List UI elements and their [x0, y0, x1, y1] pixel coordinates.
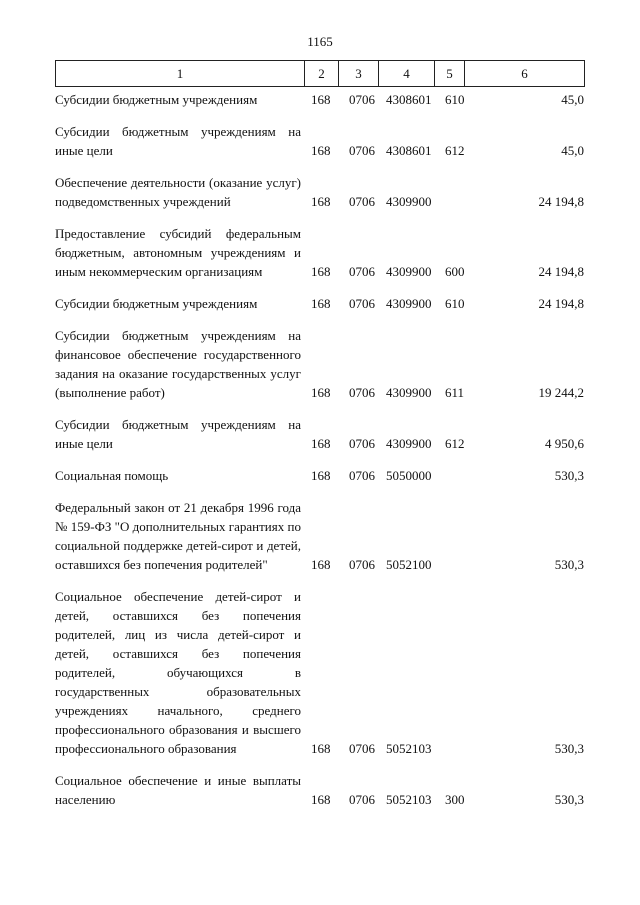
row-col3: 0706: [349, 385, 375, 400]
row-col3: 0706: [349, 468, 375, 483]
table-row: [55, 587, 585, 758]
table-row: [55, 415, 585, 453]
row-name: Федеральный закон от 21 декабря 1996 года № 159-ФЗ "О дополнительных гарантиях по социальной поддержке детей-сирот и детей, оставшихся без попечения родителей": [55, 500, 301, 572]
row-col2: 168: [311, 92, 331, 107]
header-col-3: 3: [338, 61, 378, 86]
row-col5: 612: [445, 143, 465, 158]
row-col4: 4309900: [386, 264, 432, 279]
row-col3: 0706: [349, 741, 375, 756]
row-col4: 4309900: [386, 194, 432, 209]
table-row: [55, 326, 585, 402]
table-body: [55, 90, 585, 822]
header-col-4: 4: [378, 61, 434, 86]
row-col2: 168: [311, 436, 331, 451]
row-col4: 5052100: [386, 557, 432, 572]
row-col2: 168: [311, 296, 331, 311]
row-col4: 5052103: [386, 741, 432, 756]
row-col3: 0706: [349, 92, 375, 107]
row-col6: 530,3: [554, 792, 584, 807]
row-col5: 610: [445, 92, 465, 107]
table-row: [55, 224, 585, 281]
page-number: 1165: [307, 34, 333, 49]
table-row: [55, 771, 585, 809]
row-name: Субсидии бюджетным учреждениям: [55, 296, 258, 311]
row-name: Субсидии бюджетным учреждениям: [55, 92, 258, 107]
row-col2: 168: [311, 741, 331, 756]
header-col-5: 5: [434, 61, 464, 86]
row-col3: 0706: [349, 792, 375, 807]
row-col4: 5052103: [386, 792, 432, 807]
table-row: [55, 173, 585, 211]
row-col6: 45,0: [561, 143, 584, 158]
row-col2: 168: [311, 143, 331, 158]
row-col6: 24 194,8: [538, 194, 584, 209]
row-col6: 530,3: [554, 557, 584, 572]
row-col6: 530,3: [554, 741, 584, 756]
row-col2: 168: [311, 385, 331, 400]
row-col2: 168: [311, 194, 331, 209]
row-name: Социальное обеспечение и иные выплаты населению: [55, 773, 301, 807]
row-col4: 4309900: [386, 436, 432, 451]
row-name: Субсидии бюджетным учреждениям на иные цели: [55, 417, 301, 451]
table-row: [55, 498, 585, 574]
row-col6: 45,0: [561, 92, 584, 107]
row-name: Социальное обеспечение детей-сирот и детей, оставшихся без попечения родителей, лиц из числа детей-сирот и детей, оставшихся без попечения родителей, обучающихся в государственных образовательных учреждениях начального, среднего профессионального образования и высшего профессионального образования: [55, 589, 301, 756]
row-name: Обеспечение деятельности (оказание услуг) подведомственных учреждений: [55, 175, 301, 209]
row-col5: 610: [445, 296, 465, 311]
row-col5: 612: [445, 436, 465, 451]
table-row: [55, 90, 585, 109]
row-name: Социальная помощь: [55, 468, 169, 483]
row-col3: 0706: [349, 296, 375, 311]
header-col-6: 6: [464, 61, 584, 86]
table-row: [55, 294, 585, 313]
row-col5: 300: [445, 792, 465, 807]
row-col2: 168: [311, 792, 331, 807]
row-name: Субсидии бюджетным учреждениям на финансовое обеспечение государственного задания на оказание государственных услуг (выполнение работ): [55, 328, 301, 400]
row-col5: 600: [445, 264, 465, 279]
row-col3: 0706: [349, 557, 375, 572]
row-col5: 611: [445, 385, 465, 400]
row-col6: 24 194,8: [538, 296, 584, 311]
table-row: [55, 466, 585, 485]
row-col4: 4308601: [386, 92, 432, 107]
row-col6: 19 244,2: [538, 385, 584, 400]
row-col3: 0706: [349, 436, 375, 451]
row-col3: 0706: [349, 264, 375, 279]
row-name: Предоставление субсидий федеральным бюджетным, автономным учреждениям и иным некоммерческим организациям: [55, 226, 301, 279]
row-name: Субсидии бюджетным учреждениям на иные цели: [55, 124, 301, 158]
row-col2: 168: [311, 557, 331, 572]
row-col4: 4308601: [386, 143, 432, 158]
header-col-2: 2: [304, 61, 338, 86]
table-header: [55, 60, 585, 87]
row-col6: 530,3: [554, 468, 584, 483]
row-col4: 4309900: [386, 296, 432, 311]
row-col3: 0706: [349, 143, 375, 158]
row-col6: 4 950,6: [545, 436, 584, 451]
row-col3: 0706: [349, 194, 375, 209]
row-col2: 168: [311, 264, 331, 279]
table-row: [55, 122, 585, 160]
header-col-1: 1: [176, 65, 184, 81]
row-col4: 5050000: [386, 468, 432, 483]
row-col6: 24 194,8: [538, 264, 584, 279]
row-col2: 168: [311, 468, 331, 483]
row-col4: 4309900: [386, 385, 432, 400]
